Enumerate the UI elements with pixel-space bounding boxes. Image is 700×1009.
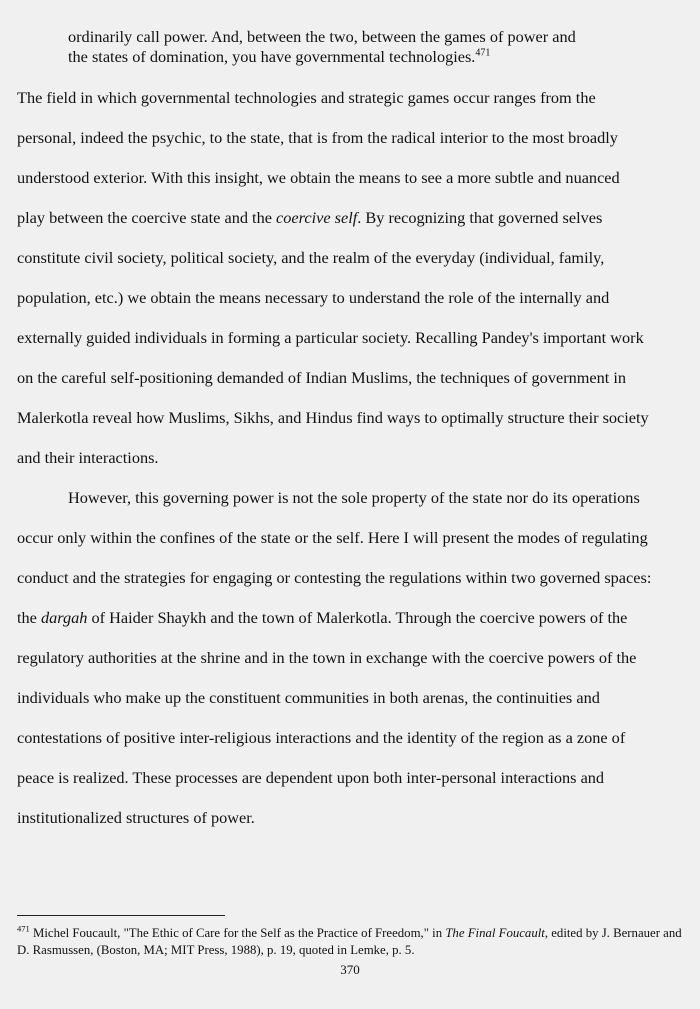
body-line: and their interactions. (17, 448, 159, 467)
footnote (17, 925, 689, 959)
body-line: The field in which governmental technologies and strategic games occur ranges from the (17, 88, 596, 107)
footnote-text: Michel Foucault, "The Ethic of Care for the Self as the Practice of Freedom," in (29, 926, 446, 940)
quote-text: the states of domination, you have governmental technologies. (68, 47, 476, 66)
body-line: individuals who make up the constituent communities in both arenas, the continuities and (17, 688, 600, 707)
body-text: the (17, 608, 41, 627)
body-line (17, 608, 627, 628)
page-number: 370 (340, 962, 360, 977)
body-text: . By recognizing that governed selves (357, 208, 603, 227)
body-line: Malerkotla reveal how Muslims, Sikhs, and Hindus find ways to optimally structure their society (17, 408, 649, 427)
footnote-title: The Final Foucault (445, 926, 545, 940)
quote-line: ordinarily call power. And, between the two, between the games of power and (68, 27, 576, 46)
footnote-divider (17, 915, 225, 916)
body-line: population, etc.) we obtain the means necessary to understand the role of the internally and (17, 288, 610, 307)
body-line: on the careful self-positioning demanded of Indian Muslims, the techniques of government in (17, 368, 627, 387)
body-line: occur only within the confines of the state or the self. Here I will present the modes of regulating (17, 528, 648, 547)
body-line: peace is realized. These processes are dependent upon both inter-personal interactions and (17, 768, 605, 787)
body-line: institutionalized structures of power. (17, 808, 255, 827)
emphasis-text: dargah (40, 608, 88, 627)
body-line: However, this governing power is not the sole property of the state nor do its operations (68, 488, 640, 507)
body-line: regulatory authorities at the shrine and in the town in exchange with the coercive powers of the (17, 648, 637, 667)
body-text: play between the coercive state and the (17, 208, 277, 227)
body-line (17, 208, 602, 228)
emphasis-text: coercive self (276, 208, 358, 227)
body-line: personal, indeed the psychic, to the state, that is from the radical interior to the most broadly (17, 128, 618, 147)
block-quote (68, 27, 668, 67)
quote-line (68, 47, 668, 67)
body-text: of Haider Shaykh and the town of Malerkotla. Through the coercive powers of the (87, 608, 628, 627)
body-line: understood exterior. With this insight, we obtain the means to see a more subtle and nuanced (17, 168, 620, 187)
body-line: constitute civil society, political society, and the realm of the everyday (individual, family, (17, 248, 605, 267)
footnote-mark: 471 (17, 923, 30, 934)
footnote-reference: 471 (475, 47, 491, 59)
body-line: externally guided individuals in forming a particular society. Recalling Pandey's important work (17, 328, 644, 347)
footnote-text: , edited by J. Bernauer and D. Rasmussen, (Boston, MA; MIT Press, 1988), p. 19, quoted in Lemke, p. 5. (17, 926, 682, 957)
body-line: contestations of positive inter-religious interactions and the identity of the region as a zone of (17, 728, 626, 747)
body-line: conduct and the strategies for engaging or contesting the regulations within two governed spaces: (17, 568, 652, 587)
